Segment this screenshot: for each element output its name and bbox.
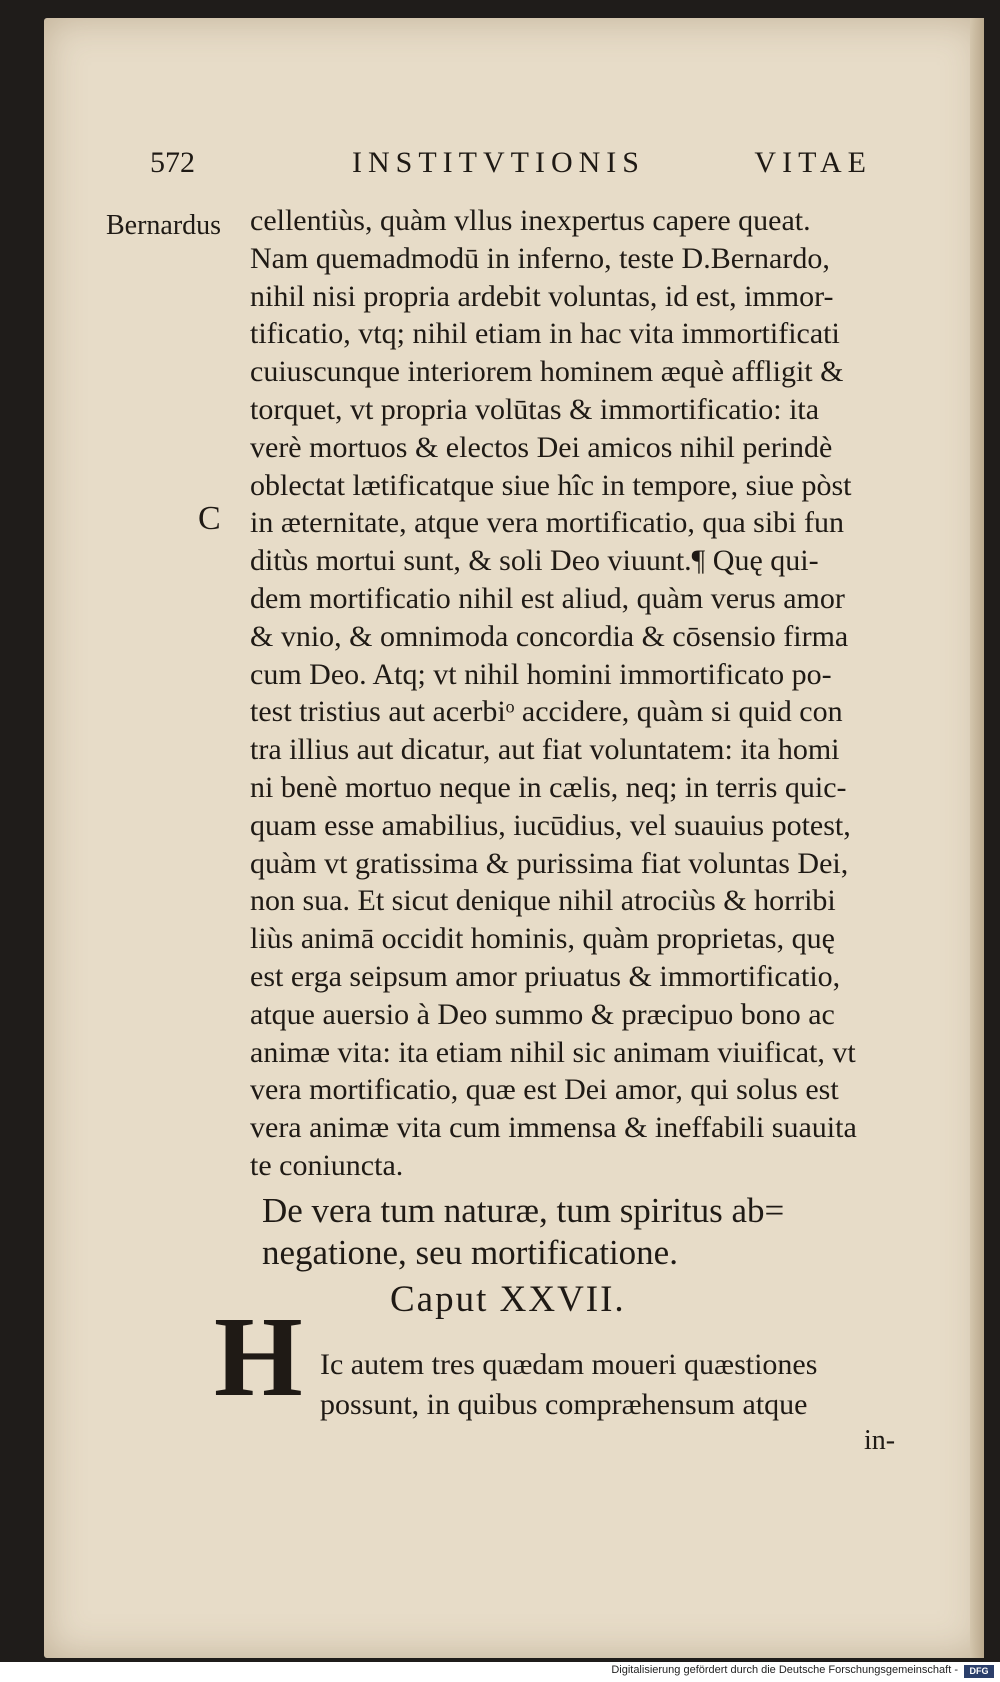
chapter-text: [320, 1345, 920, 1425]
drop-cap: H: [214, 1293, 303, 1420]
footer-bar: [0, 1662, 1000, 1682]
text-line: atque auersio à Deo summo & præcipuo bono ac: [250, 997, 835, 1031]
text-line: Ic autem tres quædam moueri quæstiones: [320, 1348, 818, 1381]
text-line: liùs animā occidit hominis, quàm proprietas, quę: [250, 922, 835, 956]
body-text: [250, 202, 940, 1185]
text-line: torquet, vt propria volūtas & immortificatio: ita: [250, 392, 820, 426]
text-line: est erga seipsum amor priuatus & immortificatio,: [250, 959, 841, 993]
text-line: non sua. Et sicut denique nihil atrociùs & horribi: [250, 884, 836, 918]
chapter-title: [262, 1190, 922, 1274]
text-line: test tristius aut acerbiᵒ accidere, quàm si quid con: [250, 695, 843, 729]
text-line: & vnio, & omnimoda concordia & cōsensio firma: [250, 619, 849, 653]
catchword: in-: [864, 1425, 896, 1456]
text-line: vera animæ vita cum immensa & ineffabili suauita: [250, 1111, 857, 1145]
text-line: quàm vt gratissima & purissima fiat voluntas Dei,: [250, 846, 849, 880]
running-head: [352, 146, 872, 180]
text-line: dem mortificatio nihil est aliud, quàm verus amor: [250, 581, 845, 615]
text-line: ni benè mortuo neque in cælis, neq; in terris quic-: [250, 770, 847, 804]
page-edge: [970, 18, 984, 1658]
text-line: vera mortificatio, quæ est Dei amor, qui solus est: [250, 1073, 839, 1107]
text-line: Nam quemadmodū in inferno, teste D.Bernardo,: [250, 241, 830, 275]
margin-note: Bernardus: [106, 210, 222, 241]
text-line: oblectat lætificatque siue hîc in tempore, siue pòst: [250, 468, 852, 502]
footer-credit: Digitalisierung gefördert durch die Deutsche Forschungsgemeinschaft -: [611, 1664, 958, 1676]
text-line: possunt, in quibus compræhensum atque: [320, 1388, 808, 1421]
text-line: cellentiùs, quàm vllus inexpertus capere queat.: [250, 204, 811, 237]
dfg-logo: DFG: [964, 1665, 994, 1678]
running-head-word: VITAE: [754, 146, 872, 179]
text-line: cuiuscunque interiorem hominem æquè affligit &: [250, 355, 844, 389]
text-line: tificatio, vtq; nihil etiam in hac vita immortificati: [250, 317, 840, 351]
page-number: 572: [150, 146, 195, 179]
text-line: cum Deo. Atq; vt nihil homini immortificato po-: [250, 657, 832, 691]
text-line: nihil nisi propria ardebit voluntas, id est, immor-: [250, 279, 834, 313]
text-line: ditùs mortui sunt, & soli Deo viuunt.¶ Quę qui-: [250, 544, 819, 578]
text-line: in æternitate, atque vera mortificatio, qua sibi fun: [250, 506, 844, 540]
running-head-word: INSTITVTIONIS: [352, 146, 645, 179]
text-line: quam esse amabilius, iucūdius, vel suauius potest,: [250, 808, 851, 842]
chapter-title-line: De vera tum naturæ, tum spiritus ab=: [262, 1191, 785, 1230]
chapter-number: Caput XXVII.: [390, 1279, 626, 1320]
margin-letter: C: [198, 500, 221, 537]
text-line: te coniuncta.: [250, 1148, 404, 1182]
text-line: animæ vita: ita etiam nihil sic animam viuificat, vt: [250, 1035, 856, 1069]
text-line: tra illius aut dicatur, aut fiat voluntatem: ita homi: [250, 733, 840, 767]
chapter-title-line: negatione, seu mortificatione.: [262, 1233, 678, 1272]
text-line: verè mortuos & electos Dei amicos nihil perindè: [250, 430, 833, 464]
